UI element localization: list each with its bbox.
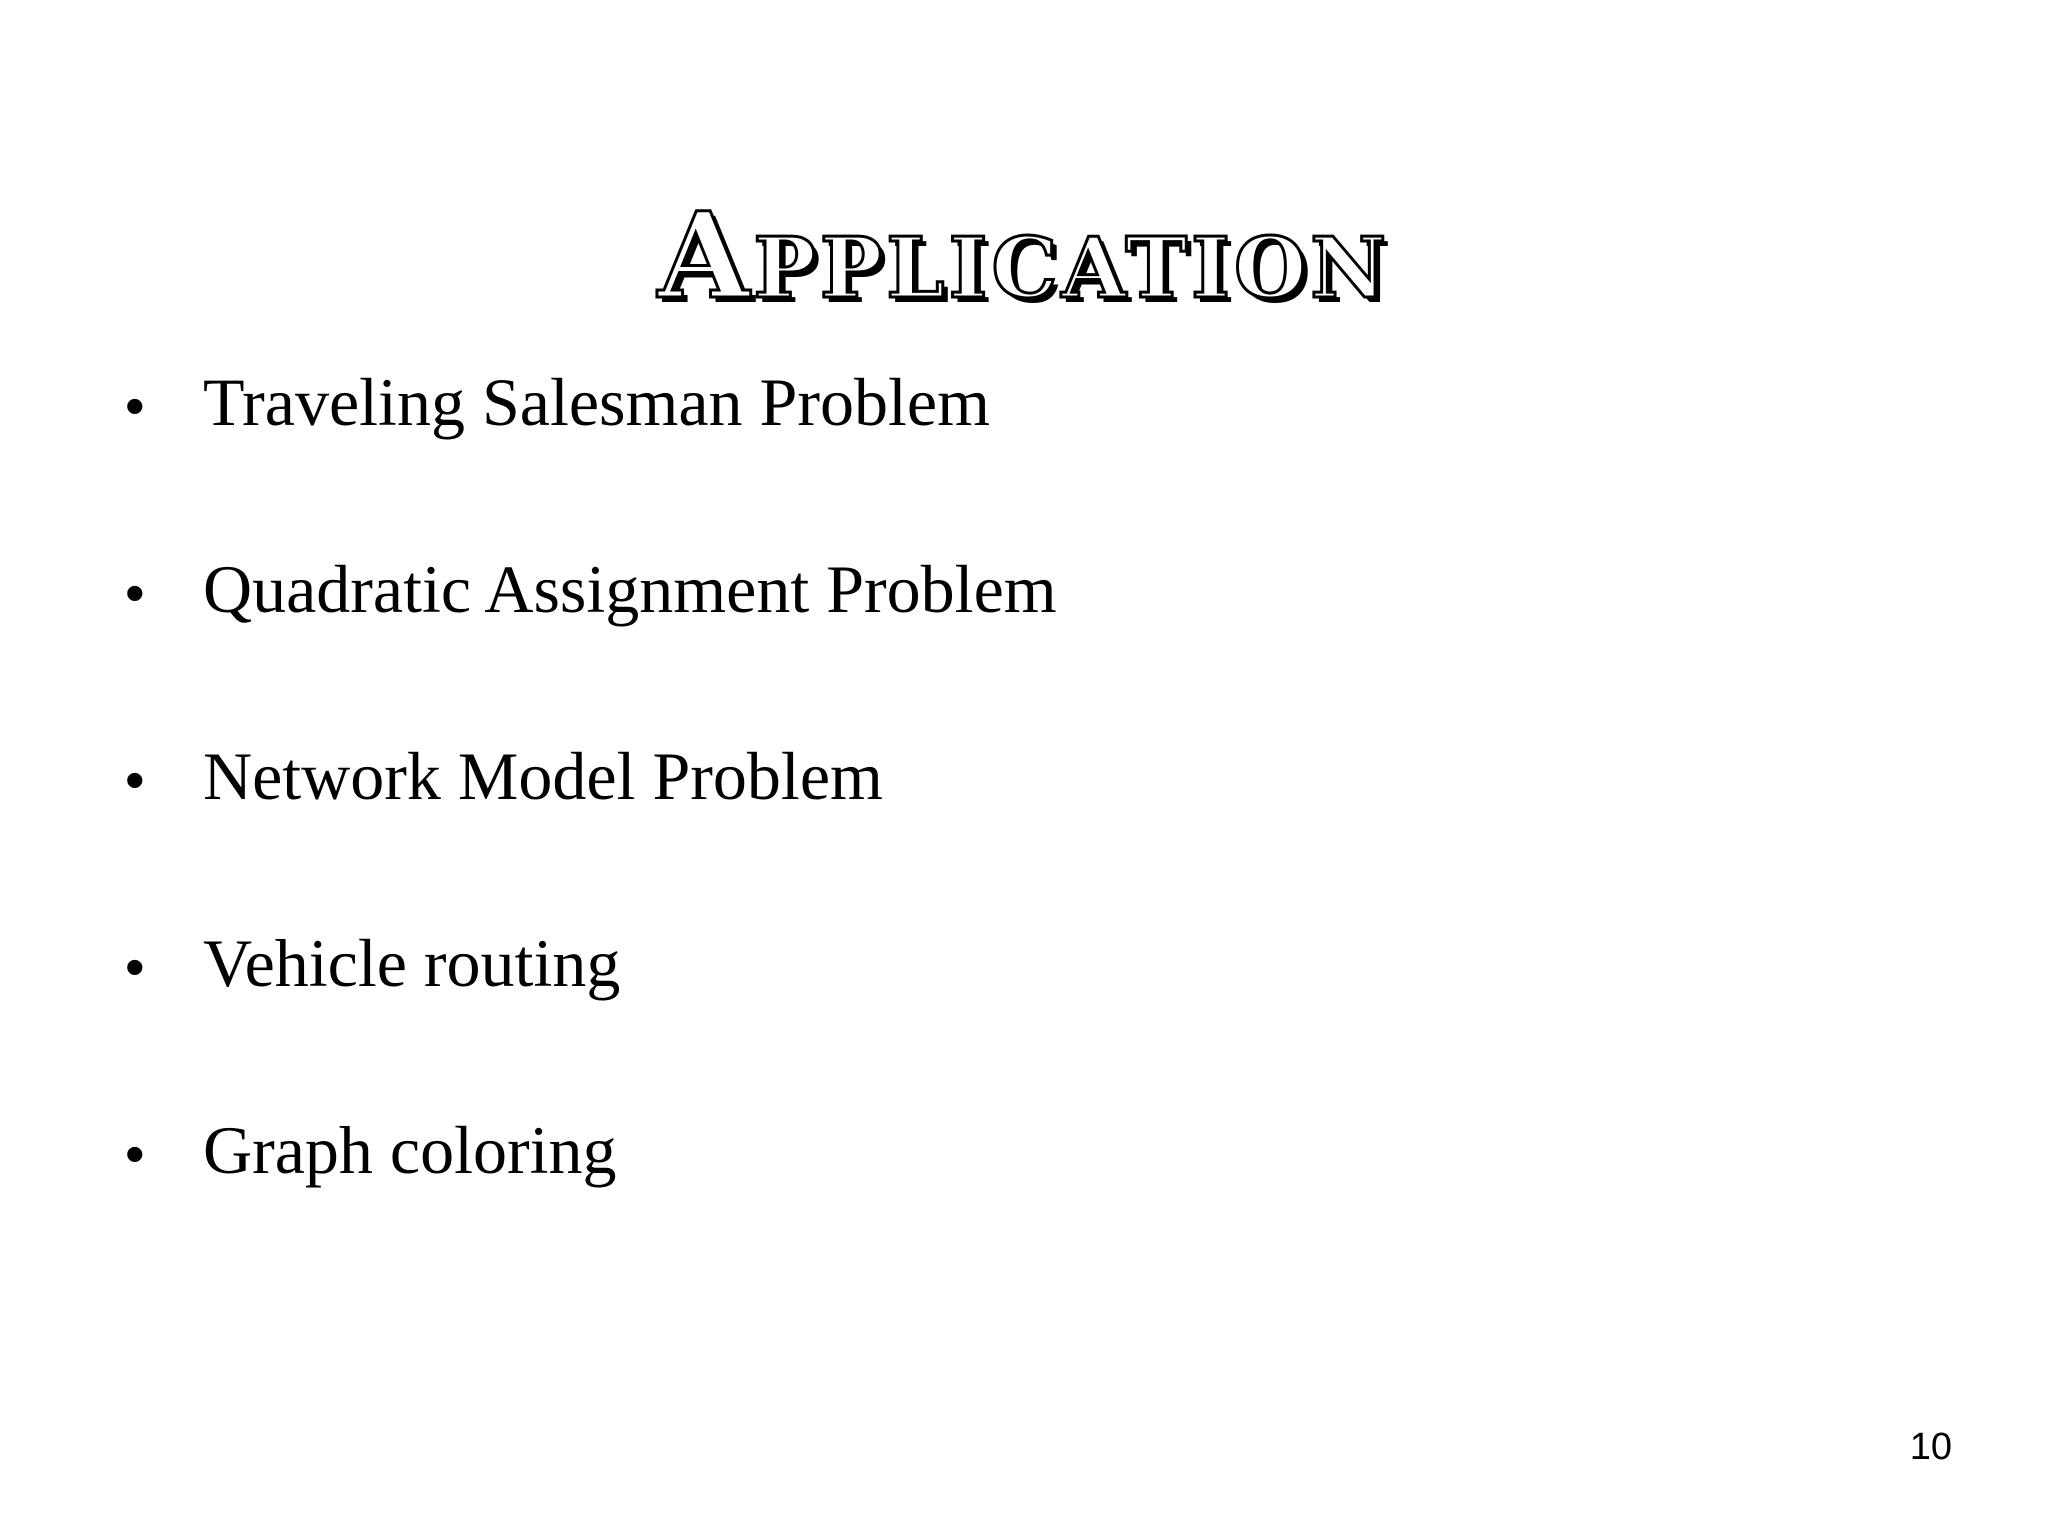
bullet-icon: •: [125, 374, 145, 437]
bullet-icon: •: [125, 561, 145, 624]
slide-title: Application: [657, 186, 1391, 326]
page-number: 10: [1909, 1426, 1952, 1468]
list-item: [125, 736, 1057, 923]
list-item: [125, 1110, 1057, 1297]
bullet-icon: •: [125, 1122, 145, 1185]
bullet-text: Graph coloring: [203, 1112, 617, 1188]
bullet-text: Traveling Salesman Problem: [203, 364, 990, 440]
bullet-text: Quadratic Assignment Problem: [203, 551, 1057, 627]
list-item: [125, 549, 1057, 736]
bullet-list: [125, 362, 1057, 1297]
bullet-icon: •: [125, 935, 145, 998]
list-item: [125, 923, 1057, 1110]
list-item: [125, 362, 1057, 549]
bullet-icon: •: [125, 748, 145, 811]
bullet-text: Network Model Problem: [203, 738, 883, 814]
bullet-text: Vehicle routing: [203, 925, 621, 1001]
